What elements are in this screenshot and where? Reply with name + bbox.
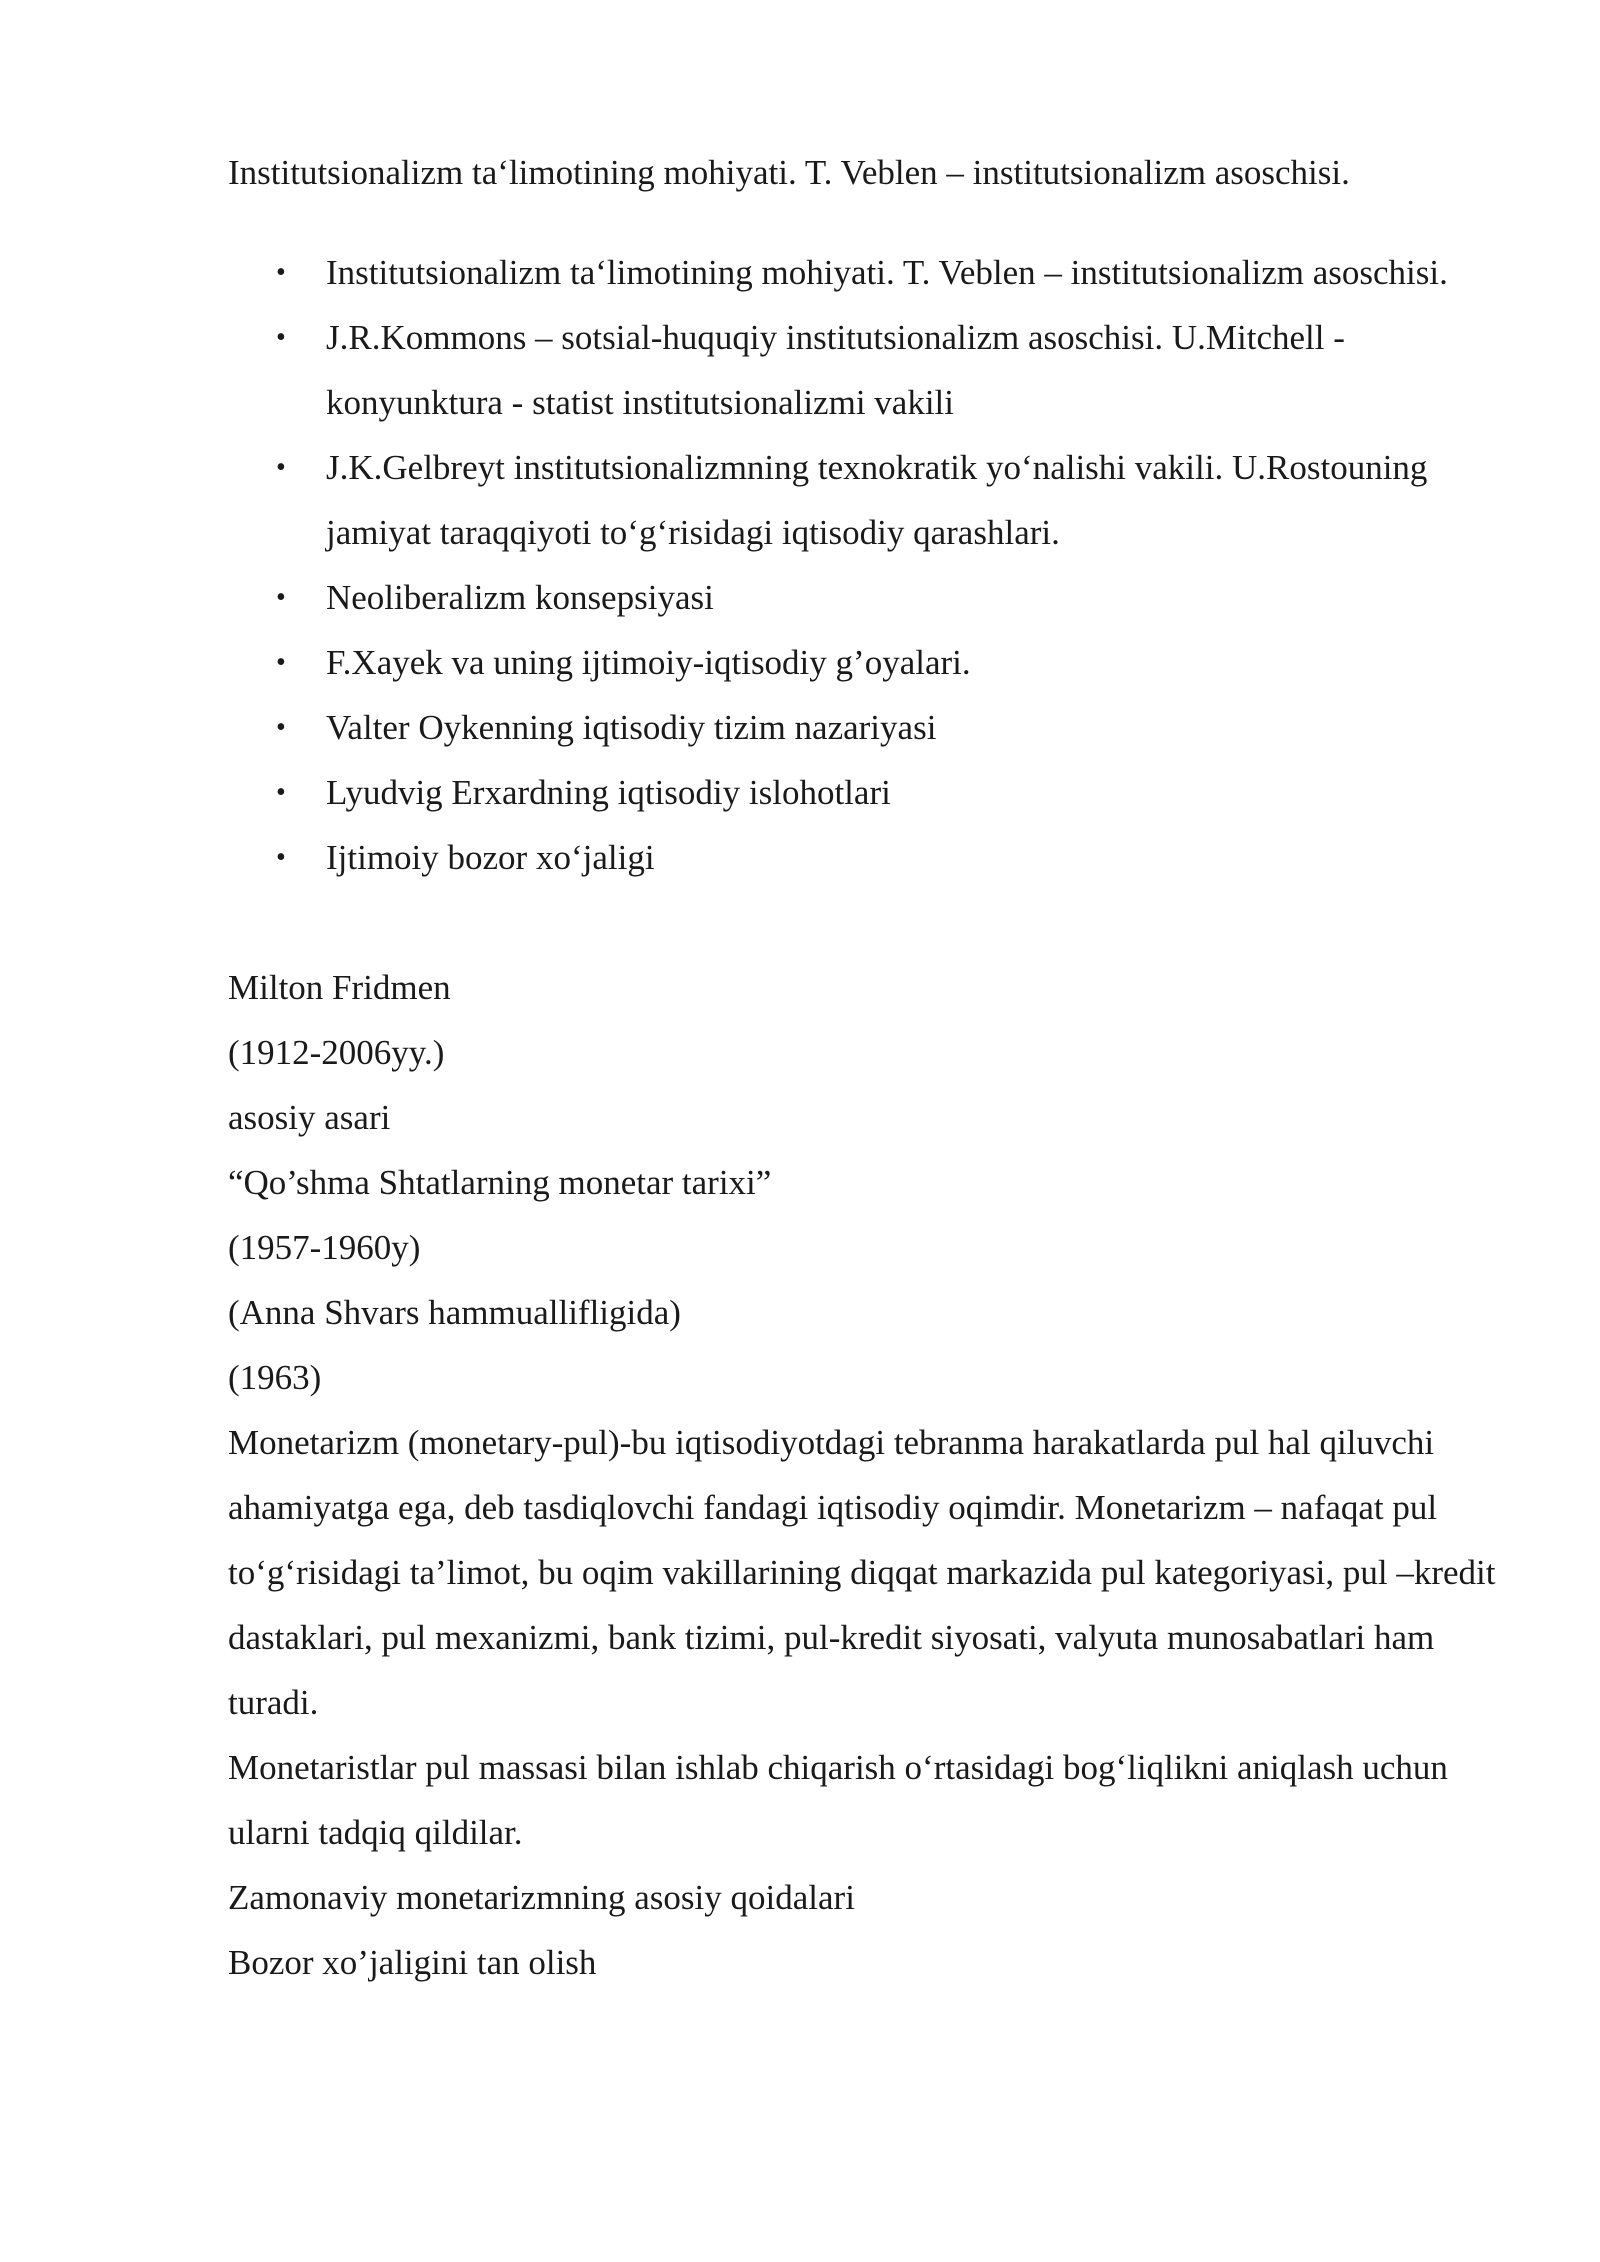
market-economy-line: Bozor xo’jaligini tan olish [228,1943,597,1982]
principles-heading: Zamonaviy monetarizmning asosiy qoidalari [228,1878,855,1917]
monetarists-paragraph: Monetaristlar pul massasi bilan ishlab chiqarish o‘rtasidagi bog‘liqlikni aniqlash uchun ularni tadqiq qildilar. [228,1748,1448,1852]
list-item [228,565,1491,630]
document-page [228,148,1528,1995]
document-heading: Institutsionalizm ta‘limotining mohiyati. T. Veblen – institutsionalizm asoschisi. [228,153,1350,192]
list-item-text: Ijtimoiy bozor xo‘jaligi [326,838,655,877]
bullet-icon: • [276,257,286,288]
list-item [228,240,1491,305]
main-work-years: (1957-1960y) [228,1228,421,1267]
bullet-icon: • [276,712,286,743]
bullet-icon: • [276,777,286,808]
bullet-icon: • [276,452,286,483]
list-item-text: Institutsionalizm ta‘limotining mohiyati. T. Veblen – institutsionalizm asoschisi. [326,253,1448,292]
list-item-text: Lyudvig Erxardning iqtisodiy islohotlari [326,773,891,812]
publication-year: (1963) [228,1358,322,1397]
author-years: (1912-2006yy.) [228,1033,445,1072]
main-work-title: “Qo’shma Shtatlarning monetar tarixi” [228,1163,772,1202]
friedman-section [228,955,1528,1995]
list-item-text: J.R.Kommons – sotsial-huquqiy institutsionalizm asoschisi. U.Mitchell - konyunktura - statist institutsionalizmi vakili [326,318,1345,422]
list-item [228,435,1491,565]
list-item [228,630,1491,695]
author-name: Milton Fridmen [228,968,451,1007]
list-item [228,825,1491,890]
topic-list [228,240,1528,890]
monetarism-definition-paragraph: Monetarizm (monetary-pul)-bu iqtisodiyotdagi tebranma harakatlarda pul hal qiluvchi ahamiyatga ega, deb tasdiqlovchi fandagi iqtisodiy oqimdir. Monetarizm – nafaqat pul to‘g‘risidagi ta’limot, bu oqim vakillarining diqqat markazida pul kategoriyasi, pul –kredit dastaklari, pul mexanizmi, bank tizimi, pul-kredit siyosati, valyuta munosabatlari ham turadi. [228,1423,1496,1722]
list-item-text: Neoliberalizm konsepsiyasi [326,578,714,617]
list-item [228,695,1491,760]
list-item [228,760,1491,825]
bullet-icon: • [276,842,286,873]
main-work-label: asosiy asari [228,1098,391,1137]
list-item [228,305,1491,435]
coauthor-note: (Anna Shvars hammuallifligida) [228,1293,681,1332]
bullet-icon: • [276,647,286,678]
list-item-text: F.Xayek va uning ijtimoiy-iqtisodiy g’oyalari. [326,643,971,682]
list-item-text: J.K.Gelbreyt institutsionalizmning texnokratik yo‘nalishi vakili. U.Rostouning jamiyat taraqqiyoti to‘g‘risidagi iqtisodiy qarashlari. [326,448,1428,552]
bullet-icon: • [276,582,286,613]
list-item-text: Valter Oykenning iqtisodiy tizim nazariyasi [326,708,937,747]
bullet-icon: • [276,322,286,353]
